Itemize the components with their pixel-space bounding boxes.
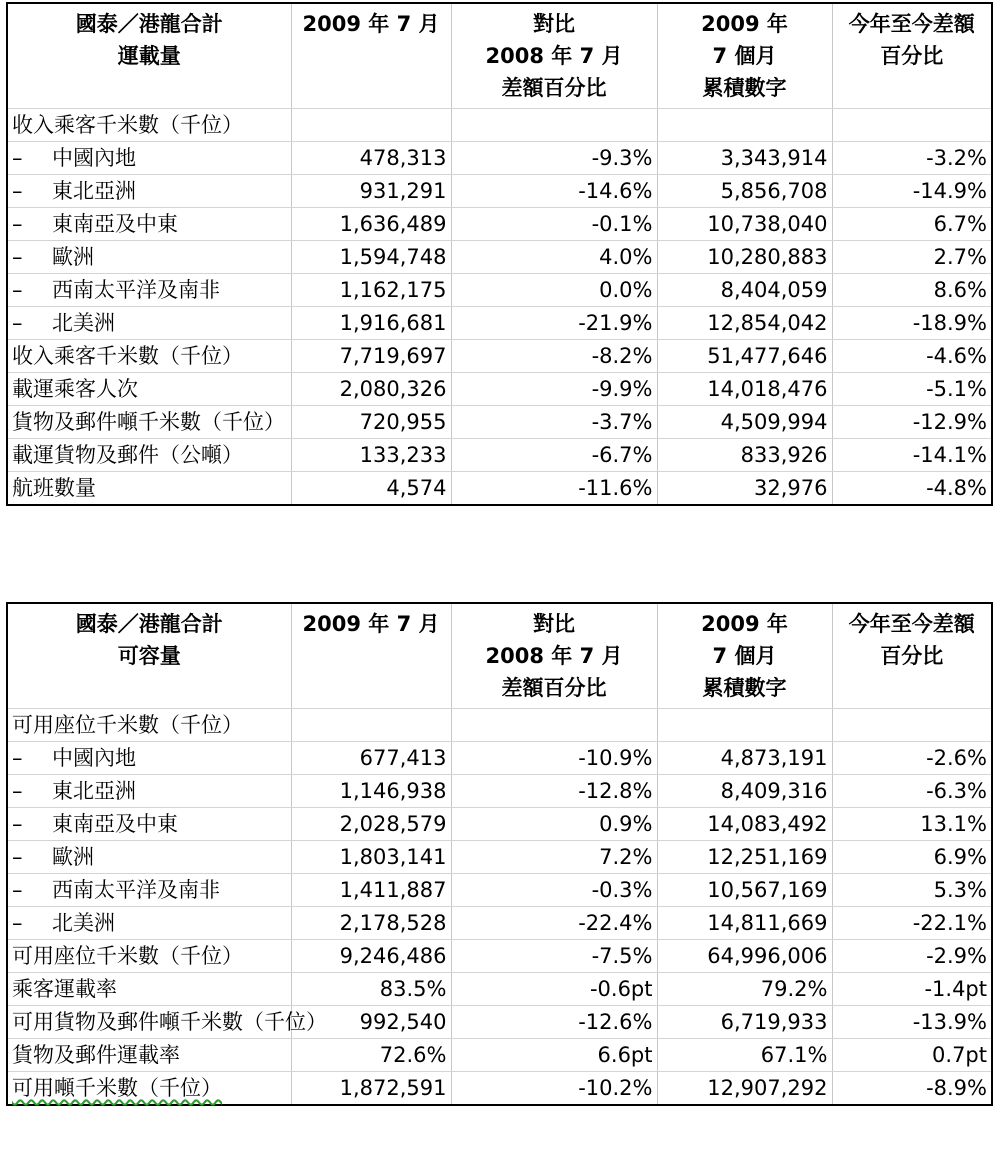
row-label-cell bbox=[7, 241, 291, 274]
row-label: 北美洲 bbox=[52, 911, 115, 935]
col-header-line: 2009 年 7 月 bbox=[302, 12, 440, 36]
row-label: 歐洲 bbox=[52, 845, 94, 869]
row-label-cell bbox=[7, 808, 291, 841]
row-dash: – bbox=[12, 779, 23, 803]
value-cell-c4: 79.2% bbox=[657, 973, 832, 1006]
table-row bbox=[7, 307, 992, 340]
value-cell-c2: 677,413 bbox=[291, 742, 451, 775]
table-row bbox=[7, 340, 992, 373]
value-cell-c2: 9,246,486 bbox=[291, 940, 451, 973]
value-cell-c4: 3,343,914 bbox=[657, 142, 832, 175]
row-label-cell bbox=[7, 307, 291, 340]
value-cell-c5: -8.9% bbox=[832, 1072, 992, 1106]
value-cell-c2: 1,594,748 bbox=[291, 241, 451, 274]
col-header-line: 2008 年 7 月 bbox=[485, 644, 623, 668]
row-label-cell bbox=[7, 472, 291, 506]
value-cell-c5: 6.7% bbox=[832, 208, 992, 241]
col-header-line: 對比 bbox=[533, 612, 575, 636]
row-dash: – bbox=[12, 179, 23, 203]
value-cell-c2: 478,313 bbox=[291, 142, 451, 175]
row-label: 收入乘客千米數（千位） bbox=[12, 113, 243, 137]
row-label-cell bbox=[7, 1039, 291, 1072]
value-cell-c5: -3.2% bbox=[832, 142, 992, 175]
value-cell-c4: 10,567,169 bbox=[657, 874, 832, 907]
table-title-cell bbox=[7, 603, 291, 709]
capacity-table bbox=[6, 602, 993, 1106]
row-label: 東南亞及中東 bbox=[52, 812, 178, 836]
table-row bbox=[7, 940, 992, 973]
value-cell-c2: 2,178,528 bbox=[291, 907, 451, 940]
col-header-line: 對比 bbox=[533, 12, 575, 36]
row-dash: – bbox=[12, 245, 23, 269]
value-cell-c2: 992,540 bbox=[291, 1006, 451, 1039]
row-label-cell bbox=[7, 1072, 291, 1106]
value-cell-c5: 8.6% bbox=[832, 274, 992, 307]
row-label-cell bbox=[7, 373, 291, 406]
col-header-line: 2008 年 7 月 bbox=[485, 44, 623, 68]
value-cell-c4: 51,477,646 bbox=[657, 340, 832, 373]
row-label: 歐洲 bbox=[52, 245, 94, 269]
table-row bbox=[7, 709, 992, 742]
value-cell-c3: -0.6pt bbox=[451, 973, 657, 1006]
value-cell-c4: 14,018,476 bbox=[657, 373, 832, 406]
value-cell-c4: 14,083,492 bbox=[657, 808, 832, 841]
value-cell-c2: 1,411,887 bbox=[291, 874, 451, 907]
value-cell-c4: 12,907,292 bbox=[657, 1072, 832, 1106]
value-cell-c4: 833,926 bbox=[657, 439, 832, 472]
row-dash: – bbox=[12, 212, 23, 236]
table-row bbox=[7, 175, 992, 208]
col-header-line: 百分比 bbox=[880, 44, 944, 68]
table-row bbox=[7, 439, 992, 472]
value-cell-c5: -12.9% bbox=[832, 406, 992, 439]
value-cell-c2: 1,872,591 bbox=[291, 1072, 451, 1106]
value-cell-c2: 2,028,579 bbox=[291, 808, 451, 841]
row-label: 東北亞洲 bbox=[52, 779, 136, 803]
capacity-table-body bbox=[7, 709, 992, 1106]
col-header-month bbox=[291, 603, 451, 709]
value-cell-c4: 64,996,006 bbox=[657, 940, 832, 973]
value-cell-c5: -4.8% bbox=[832, 472, 992, 506]
value-cell-c4: 12,251,169 bbox=[657, 841, 832, 874]
value-cell-c5: 0.7pt bbox=[832, 1039, 992, 1072]
value-cell-c3 bbox=[451, 709, 657, 742]
col-header-line: 百分比 bbox=[880, 644, 944, 668]
value-cell-c5: 5.3% bbox=[832, 874, 992, 907]
table-title-line: 國泰／港龍合計 bbox=[75, 12, 223, 36]
value-cell-c4 bbox=[657, 709, 832, 742]
value-cell-c3: -0.1% bbox=[451, 208, 657, 241]
table-row bbox=[7, 973, 992, 1006]
table-row bbox=[7, 841, 992, 874]
table-row bbox=[7, 775, 992, 808]
row-label-cell bbox=[7, 274, 291, 307]
value-cell-c3: -9.9% bbox=[451, 373, 657, 406]
table-row bbox=[7, 1072, 992, 1106]
value-cell-c5: -22.1% bbox=[832, 907, 992, 940]
value-cell-c5: 2.7% bbox=[832, 241, 992, 274]
row-label-cell bbox=[7, 142, 291, 175]
row-dash: – bbox=[12, 746, 23, 770]
col-header-line: 累積數字 bbox=[702, 676, 787, 700]
row-label: 中國內地 bbox=[52, 146, 136, 170]
value-cell-c2: 83.5% bbox=[291, 973, 451, 1006]
value-cell-c4: 67.1% bbox=[657, 1039, 832, 1072]
value-cell-c3: 4.0% bbox=[451, 241, 657, 274]
header-row bbox=[7, 603, 992, 709]
row-label: 東南亞及中東 bbox=[52, 212, 178, 236]
value-cell-c3: -12.8% bbox=[451, 775, 657, 808]
value-cell-c5: 13.1% bbox=[832, 808, 992, 841]
value-cell-c3: -7.5% bbox=[451, 940, 657, 973]
table-row bbox=[7, 406, 992, 439]
value-cell-c3: -14.6% bbox=[451, 175, 657, 208]
table-row bbox=[7, 1006, 992, 1039]
col-header-line: 2009 年 bbox=[701, 612, 788, 636]
row-label-cell bbox=[7, 406, 291, 439]
value-cell-c4: 4,873,191 bbox=[657, 742, 832, 775]
row-label-cell bbox=[7, 907, 291, 940]
value-cell-c5: -13.9% bbox=[832, 1006, 992, 1039]
value-cell-c2: 7,719,697 bbox=[291, 340, 451, 373]
row-dash: – bbox=[12, 911, 23, 935]
row-label-cell bbox=[7, 439, 291, 472]
value-cell-c2: 2,080,326 bbox=[291, 373, 451, 406]
row-label: 航班數量 bbox=[12, 476, 96, 500]
value-cell-c2: 4,574 bbox=[291, 472, 451, 506]
col-header-line: 今年至今差額 bbox=[848, 12, 975, 36]
table-row bbox=[7, 742, 992, 775]
table-row bbox=[7, 808, 992, 841]
row-label-cell bbox=[7, 940, 291, 973]
value-cell-c2: 720,955 bbox=[291, 406, 451, 439]
table-row bbox=[7, 472, 992, 506]
row-dash: – bbox=[12, 146, 23, 170]
row-dash: – bbox=[12, 878, 23, 902]
row-label-cell bbox=[7, 208, 291, 241]
value-cell-c3 bbox=[451, 109, 657, 142]
value-cell-c4: 14,811,669 bbox=[657, 907, 832, 940]
col-header-line: 差額百分比 bbox=[501, 76, 607, 100]
col-header-compare bbox=[451, 3, 657, 109]
value-cell-c5: -18.9% bbox=[832, 307, 992, 340]
col-header-line: 累積數字 bbox=[702, 76, 787, 100]
traffic-table bbox=[6, 2, 993, 506]
row-label: 貨物及郵件噸千米數（千位） bbox=[12, 410, 285, 434]
row-label: 乘客運載率 bbox=[12, 977, 117, 1001]
table-title-line: 可容量 bbox=[117, 644, 181, 668]
row-label: 東北亞洲 bbox=[52, 179, 136, 203]
value-cell-c5: -1.4pt bbox=[832, 973, 992, 1006]
row-label-cell bbox=[7, 109, 291, 142]
value-cell-c2: 1,803,141 bbox=[291, 841, 451, 874]
value-cell-c2: 1,636,489 bbox=[291, 208, 451, 241]
col-header-compare bbox=[451, 603, 657, 709]
header-row bbox=[7, 3, 992, 109]
row-dash: – bbox=[12, 311, 23, 335]
value-cell-c3: -3.7% bbox=[451, 406, 657, 439]
row-label-cell bbox=[7, 175, 291, 208]
value-cell-c5: -14.1% bbox=[832, 439, 992, 472]
value-cell-c3: -9.3% bbox=[451, 142, 657, 175]
value-cell-c3: -6.7% bbox=[451, 439, 657, 472]
table-row bbox=[7, 109, 992, 142]
row-label: 可用座位千米數（千位） bbox=[12, 713, 243, 737]
value-cell-c4: 8,404,059 bbox=[657, 274, 832, 307]
value-cell-c4: 10,738,040 bbox=[657, 208, 832, 241]
row-dash: – bbox=[12, 812, 23, 836]
value-cell-c4: 8,409,316 bbox=[657, 775, 832, 808]
value-cell-c3: 0.0% bbox=[451, 274, 657, 307]
value-cell-c3: -10.2% bbox=[451, 1072, 657, 1106]
col-header-line: 7 個月 bbox=[712, 44, 777, 68]
row-dash: – bbox=[12, 845, 23, 869]
table-row bbox=[7, 274, 992, 307]
row-label-cell bbox=[7, 742, 291, 775]
value-cell-c5: -6.3% bbox=[832, 775, 992, 808]
traffic-table-body bbox=[7, 109, 992, 506]
value-cell-c5: -5.1% bbox=[832, 373, 992, 406]
value-cell-c5 bbox=[832, 709, 992, 742]
value-cell-c4: 6,719,933 bbox=[657, 1006, 832, 1039]
value-cell-c2 bbox=[291, 109, 451, 142]
row-label: 載運貨物及郵件（公噸） bbox=[12, 443, 243, 467]
row-label: 西南太平洋及南非 bbox=[52, 278, 220, 302]
value-cell-c3: 7.2% bbox=[451, 841, 657, 874]
value-cell-c2: 1,146,938 bbox=[291, 775, 451, 808]
row-label: 可用噸千米數（千位） bbox=[12, 1076, 222, 1100]
table-row bbox=[7, 373, 992, 406]
col-header-ytd bbox=[832, 603, 992, 709]
row-label-cell bbox=[7, 874, 291, 907]
value-cell-c4: 4,509,994 bbox=[657, 406, 832, 439]
table-row bbox=[7, 208, 992, 241]
value-cell-c5: 6.9% bbox=[832, 841, 992, 874]
value-cell-c4 bbox=[657, 109, 832, 142]
row-label: 可用貨物及郵件噸千米數（千位） bbox=[12, 1010, 327, 1034]
col-header-cumulative bbox=[657, 3, 832, 109]
value-cell-c3: 6.6pt bbox=[451, 1039, 657, 1072]
value-cell-c3: -0.3% bbox=[451, 874, 657, 907]
col-header-line: 今年至今差額 bbox=[848, 612, 975, 636]
table-row bbox=[7, 907, 992, 940]
value-cell-c3: -11.6% bbox=[451, 472, 657, 506]
value-cell-c3: -10.9% bbox=[451, 742, 657, 775]
value-cell-c5: -2.6% bbox=[832, 742, 992, 775]
table-row bbox=[7, 142, 992, 175]
value-cell-c5 bbox=[832, 109, 992, 142]
row-label-cell bbox=[7, 1006, 327, 1039]
row-label-cell bbox=[7, 973, 291, 1006]
table-row bbox=[7, 874, 992, 907]
value-cell-c5: -4.6% bbox=[832, 340, 992, 373]
value-cell-c2: 133,233 bbox=[291, 439, 451, 472]
col-header-line: 2009 年 bbox=[701, 12, 788, 36]
value-cell-c4: 10,280,883 bbox=[657, 241, 832, 274]
value-cell-c2: 1,162,175 bbox=[291, 274, 451, 307]
value-cell-c5: -14.9% bbox=[832, 175, 992, 208]
row-label: 西南太平洋及南非 bbox=[52, 878, 220, 902]
row-label: 可用座位千米數（千位） bbox=[12, 944, 243, 968]
value-cell-c3: -8.2% bbox=[451, 340, 657, 373]
value-cell-c3: 0.9% bbox=[451, 808, 657, 841]
value-cell-c3: -22.4% bbox=[451, 907, 657, 940]
row-label: 載運乘客人次 bbox=[12, 377, 138, 401]
value-cell-c2: 72.6% bbox=[291, 1039, 451, 1072]
table-title-line: 國泰／港龍合計 bbox=[75, 612, 223, 636]
col-header-line: 2009 年 7 月 bbox=[302, 612, 440, 636]
row-label-cell bbox=[7, 340, 291, 373]
value-cell-c2 bbox=[291, 709, 451, 742]
table-row bbox=[7, 241, 992, 274]
row-label: 收入乘客千米數（千位） bbox=[12, 344, 243, 368]
value-cell-c5: -2.9% bbox=[832, 940, 992, 973]
value-cell-c2: 1,916,681 bbox=[291, 307, 451, 340]
table-title-line: 運載量 bbox=[117, 44, 181, 68]
value-cell-c4: 32,976 bbox=[657, 472, 832, 506]
col-header-cumulative bbox=[657, 603, 832, 709]
col-header-month bbox=[291, 3, 451, 109]
value-cell-c3: -12.6% bbox=[451, 1006, 657, 1039]
col-header-line: 差額百分比 bbox=[501, 676, 607, 700]
table-title-cell bbox=[7, 3, 291, 109]
value-cell-c2: 931,291 bbox=[291, 175, 451, 208]
col-header-line: 7 個月 bbox=[712, 644, 777, 668]
row-label: 貨物及郵件運載率 bbox=[12, 1043, 180, 1067]
col-header-ytd bbox=[832, 3, 992, 109]
row-label-cell bbox=[7, 775, 291, 808]
table-row bbox=[7, 1039, 992, 1072]
row-label: 中國內地 bbox=[52, 746, 136, 770]
value-cell-c3: -21.9% bbox=[451, 307, 657, 340]
row-label-cell bbox=[7, 709, 291, 742]
row-dash: – bbox=[12, 278, 23, 302]
value-cell-c4: 12,854,042 bbox=[657, 307, 832, 340]
row-label-cell bbox=[7, 841, 291, 874]
value-cell-c4: 5,856,708 bbox=[657, 175, 832, 208]
row-label: 北美洲 bbox=[52, 311, 115, 335]
